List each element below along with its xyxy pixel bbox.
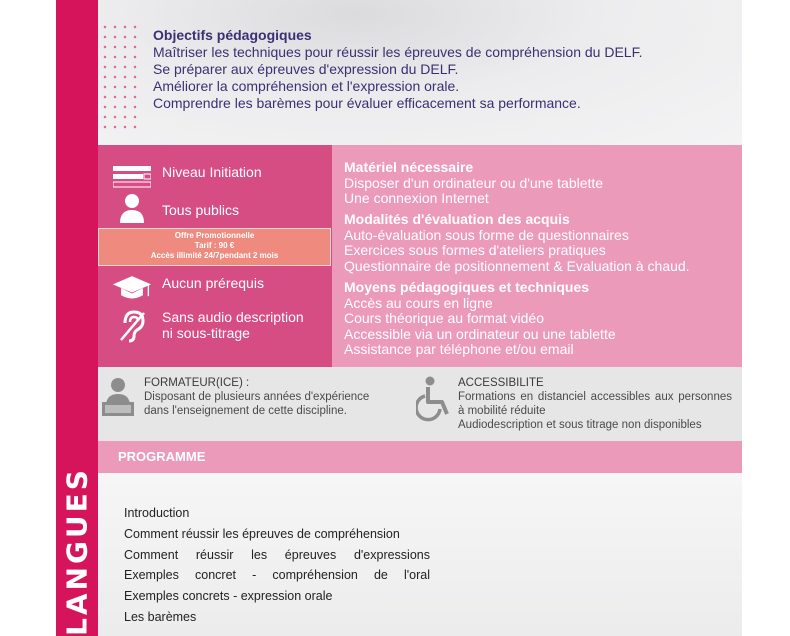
objective-item: Améliorer la compréhension et l'expression orale.: [153, 78, 460, 94]
right-margin: [742, 0, 790, 636]
level-label: Niveau Initiation: [162, 164, 262, 180]
materials-title: Matériel nécessaire: [344, 159, 474, 175]
programme-item: Exemples concrets - expression orale: [124, 589, 333, 604]
dot-pattern: [80, 22, 142, 132]
evaluation-item: Questionnaire de positionnement & Evaluation à chaud.: [344, 257, 690, 274]
programme-item: Les barèmes: [124, 609, 197, 624]
left-margin: [0, 0, 56, 636]
side-label: LANGUES: [60, 467, 94, 636]
trainer-title: FORMATEUR(ICE) :: [144, 377, 250, 389]
audience-row: [112, 191, 239, 225]
trainer-line: dans l'enseignement de cette discipline.: [144, 405, 347, 417]
means-title: Moyens pédagogiques et techniques: [344, 279, 590, 295]
objective-item: Comprendre les barèmes pour évaluer efficacement sa performance.: [153, 95, 581, 111]
audio-label-line1: Sans audio description: [162, 309, 304, 325]
audio-label: [162, 309, 304, 341]
programme-item: Comment réussir les épreuves d'expressions: [124, 547, 430, 562]
means-section: [344, 280, 616, 358]
objectives-title: Objectifs pédagogiques: [153, 27, 312, 43]
hearing-impaired-icon: [112, 309, 152, 343]
accessibility-text: Formations en distanciel accessibles aux personnes à mobilité réduite: [458, 391, 732, 417]
trainer-section: [144, 376, 369, 418]
promo-box: [98, 228, 331, 266]
programme-header: [98, 441, 742, 473]
programme-title: PROGRAMME: [118, 449, 206, 464]
graduation-cap-icon: [112, 271, 152, 305]
level-row: [112, 160, 262, 194]
objective-item: Se préparer aux épreuves d'expression du DELF.: [153, 61, 459, 77]
trainer-line: Disposant de plusieurs années d'expérience: [144, 391, 370, 403]
promo-access: Accès illimité 24/7pendant 2 mois: [150, 251, 279, 260]
programme-item: Comment réussir les épreuves de compréhension: [124, 526, 400, 541]
means-item: Accessible via un ordinateur ou une tablette: [344, 325, 616, 342]
evaluation-item: Auto-évaluation sous forme de questionnaires: [344, 226, 629, 243]
materials-section: [344, 160, 603, 207]
materials-item: Une connexion Internet: [344, 190, 489, 206]
accessibility-section: [458, 376, 732, 432]
objective-item: Maîtriser les techniques pour réussir les épreuves de compréhension du DELF.: [153, 44, 643, 60]
prerequisites-label: Aucun prérequis: [162, 275, 264, 291]
accessibility-title: ACCESSIBILITE: [458, 377, 544, 389]
programme-list: [124, 503, 430, 628]
audience-label: Tous publics: [162, 202, 240, 218]
means-item: Assistance par téléphone et/ou email: [344, 341, 574, 357]
objectives-section: [153, 27, 642, 112]
means-item: Accès au cours en ligne: [344, 294, 493, 311]
accessibility-line: Audiodescription et sous titrage non disponibles: [458, 419, 702, 431]
audio-row: [112, 309, 304, 343]
audio-label-line2: ni sous-titrage: [162, 325, 250, 341]
level-bars-icon: [112, 160, 152, 194]
trainer-icon: [100, 376, 136, 423]
programme-item: Exemples concret - compréhension de l'oral: [124, 568, 430, 583]
evaluation-section: [344, 212, 690, 274]
programme-item: Introduction: [124, 506, 190, 520]
person-icon: [112, 191, 152, 225]
promo-title: Offre Promotionnelle: [174, 231, 255, 240]
materials-item: Disposer d'un ordinateur ou d'une tablette: [344, 174, 604, 191]
evaluation-item: Exercices sous formes d'ateliers pratiques: [344, 242, 606, 258]
wheelchair-icon: [416, 376, 454, 427]
evaluation-title: Modalités d'évaluation des acquis: [344, 211, 570, 227]
promo-price: Tarif : 90 €: [194, 241, 235, 250]
means-item: Cours théorique au format vidéo: [344, 310, 544, 326]
prerequisites-row: [112, 271, 264, 305]
